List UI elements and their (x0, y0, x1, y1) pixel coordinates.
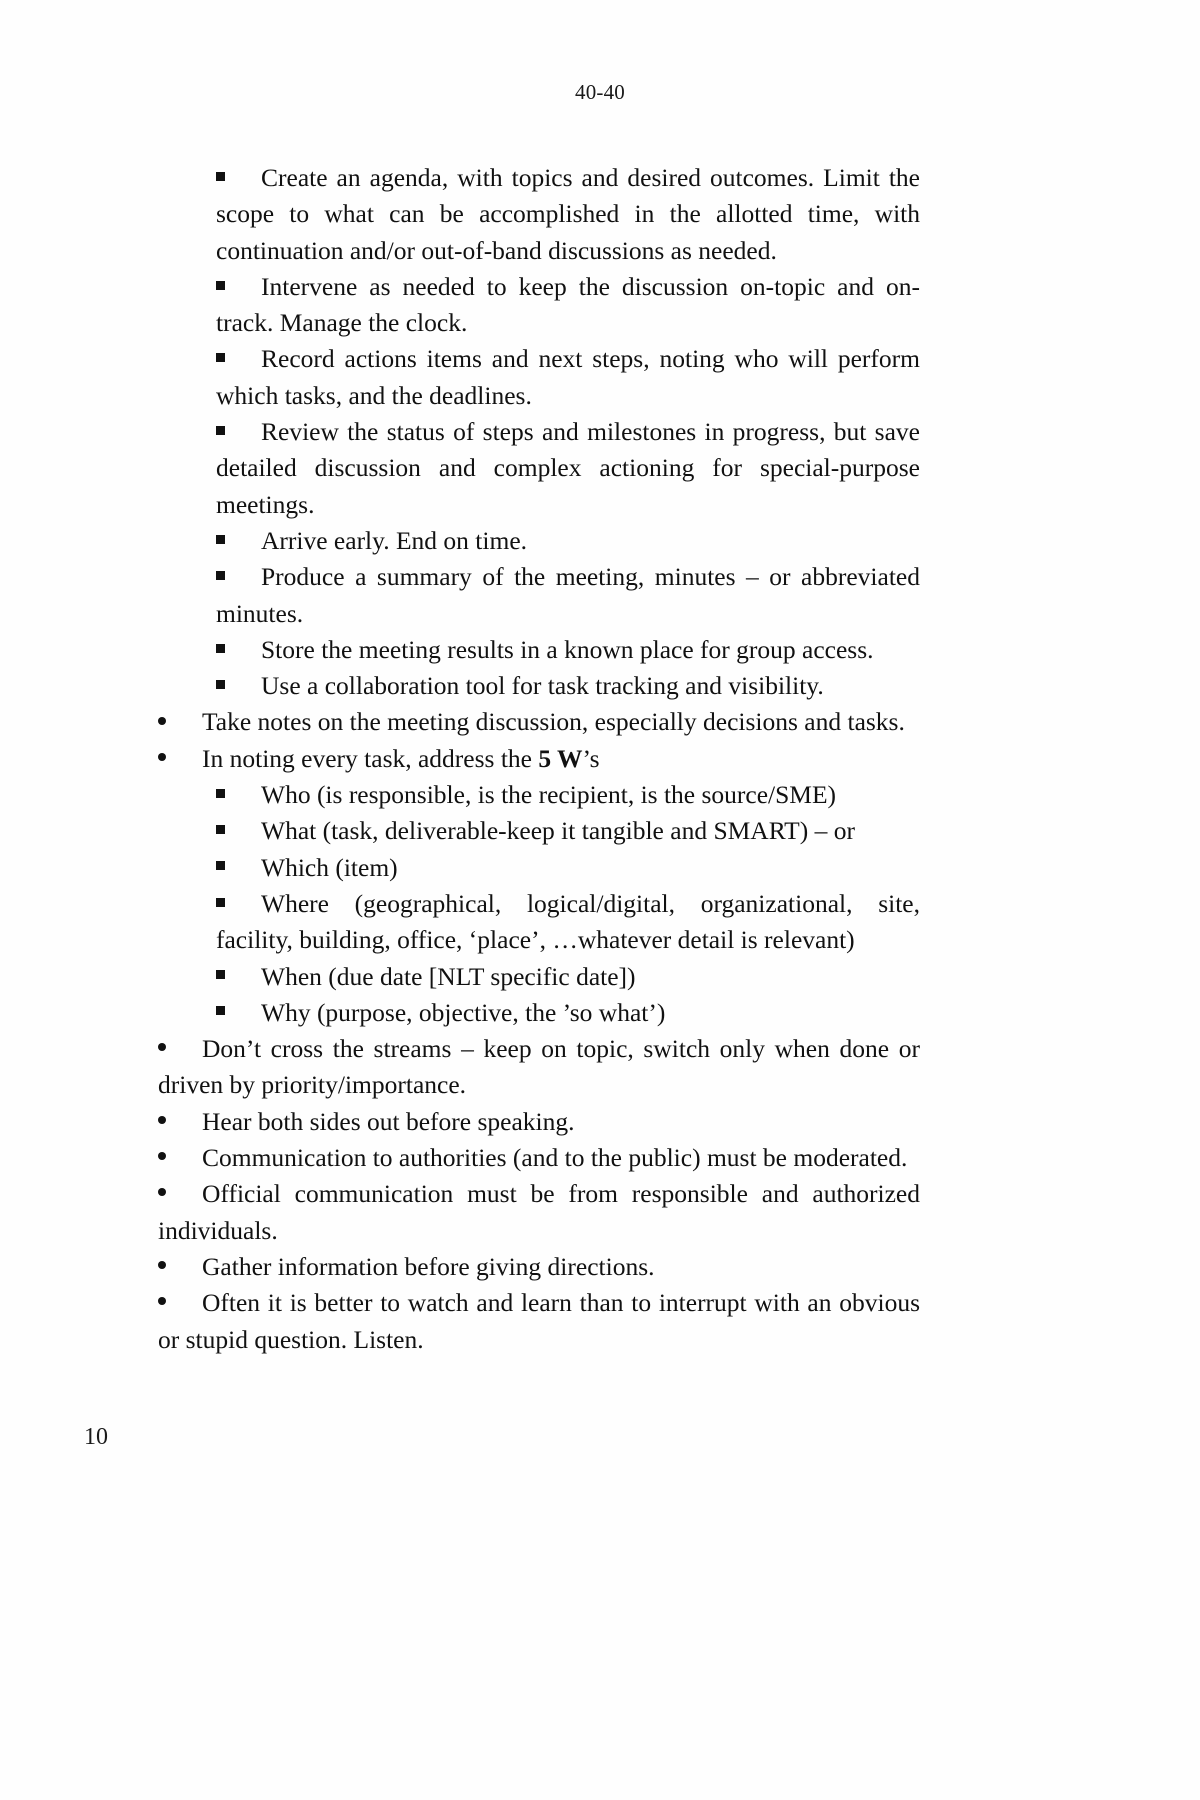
list-item (158, 632, 920, 668)
square-bullet-icon (216, 789, 225, 798)
list-item-text: Where (geographical, logical/digital, organizational, site, facility, building, office, ‘place’, …whatever detail is relevant) (216, 888, 920, 955)
list-item-text: In noting every task, address the 5 W’s (202, 743, 600, 773)
list-item (158, 341, 920, 414)
round-bullet-icon (158, 753, 166, 761)
round-bullet-icon (158, 1116, 166, 1124)
list-item (158, 269, 920, 342)
list-item-text: When (due date [NLT specific date]) (261, 961, 636, 991)
running-head: 40-40 (575, 80, 625, 104)
list-item-text: Take notes on the meeting discussion, especially decisions and tasks. (202, 707, 905, 737)
square-bullet-icon (216, 898, 225, 907)
list-item-text: Use a collaboration tool for task tracking and visibility. (261, 671, 824, 701)
list-item-text: Store the meeting results in a known place for group access. (261, 634, 874, 664)
square-bullet-icon (216, 353, 225, 362)
square-bullet-icon (216, 680, 225, 689)
list-item (158, 704, 920, 740)
square-bullet-icon (216, 571, 225, 580)
list-item (158, 160, 920, 269)
round-bullet-icon (158, 717, 166, 725)
list-item-text: Arrive early. End on time. (261, 525, 528, 555)
square-bullet-icon (216, 1006, 225, 1015)
list-item-text: Gather information before giving directions. (202, 1251, 655, 1281)
list-item (158, 777, 920, 813)
round-bullet-icon (158, 1043, 166, 1051)
page-number: 10 (84, 1424, 108, 1450)
list-item (158, 1176, 920, 1249)
list-item (158, 1104, 920, 1140)
list-item-text: Who (is responsible, is the recipient, is the source/SME) (261, 780, 837, 810)
list-item-text: Review the status of steps and milestones in progress, but save detailed discussion and complex actioning for special-purpose meetings. (216, 417, 920, 519)
list-item (158, 1249, 920, 1285)
list-item (158, 959, 920, 995)
list-item-text: What (task, deliverable-keep it tangible and SMART) – or (261, 816, 855, 846)
square-bullet-icon (216, 970, 225, 979)
list-item-text: Record actions items and next steps, noting who will perform which tasks, and the deadlines. (216, 344, 920, 410)
list-item (158, 850, 920, 886)
list-item (158, 414, 920, 523)
list-item (158, 559, 920, 632)
list-item-text: Which (item) (261, 852, 398, 882)
list-item-text: Hear both sides out before speaking. (202, 1106, 575, 1136)
round-bullet-icon (158, 1188, 166, 1196)
square-bullet-icon (216, 281, 225, 290)
list-item (158, 668, 920, 704)
square-bullet-icon (216, 172, 225, 181)
list-item (158, 1031, 920, 1104)
list-item-text: Why (purpose, objective, the ’so what’) (261, 997, 666, 1027)
square-bullet-icon (216, 825, 225, 834)
list-item-text: Don’t cross the streams – keep on topic, switch only when done or driven by priority/importance. (158, 1034, 920, 1100)
list-item (158, 1140, 920, 1176)
list-item-text: Intervene as needed to keep the discussion on-topic and on-track. Manage the clock. (216, 271, 920, 338)
list-item (158, 886, 920, 959)
round-bullet-icon (158, 1152, 166, 1160)
list-item (158, 813, 920, 849)
square-bullet-icon (216, 861, 225, 870)
list-item (158, 1285, 920, 1358)
list-item-text: Communication to authorities (and to the public) must be moderated. (202, 1143, 908, 1173)
square-bullet-icon (216, 535, 225, 544)
emphasis-text: 5 W (538, 743, 583, 773)
round-bullet-icon (158, 1297, 166, 1305)
list-item-text: Official communication must be from responsible and authorized individuals. (158, 1179, 920, 1245)
square-bullet-icon (216, 644, 225, 653)
round-bullet-icon (158, 1261, 166, 1269)
list-item-text: Create an agenda, with topics and desired outcomes. Limit the scope to what can be accomplished in the allotted time, with continuation and/or out-of-band discussions as needed. (216, 163, 920, 265)
list-item (158, 741, 920, 777)
body-content (158, 160, 920, 1358)
list-item (158, 995, 920, 1031)
list-item-text: Often it is better to watch and learn than to interrupt with an obvious or stupid question. Listen. (158, 1288, 920, 1354)
square-bullet-icon (216, 426, 225, 435)
list-item-text: Produce a summary of the meeting, minutes – or abbreviated minutes. (216, 562, 920, 628)
list-item (158, 523, 920, 559)
